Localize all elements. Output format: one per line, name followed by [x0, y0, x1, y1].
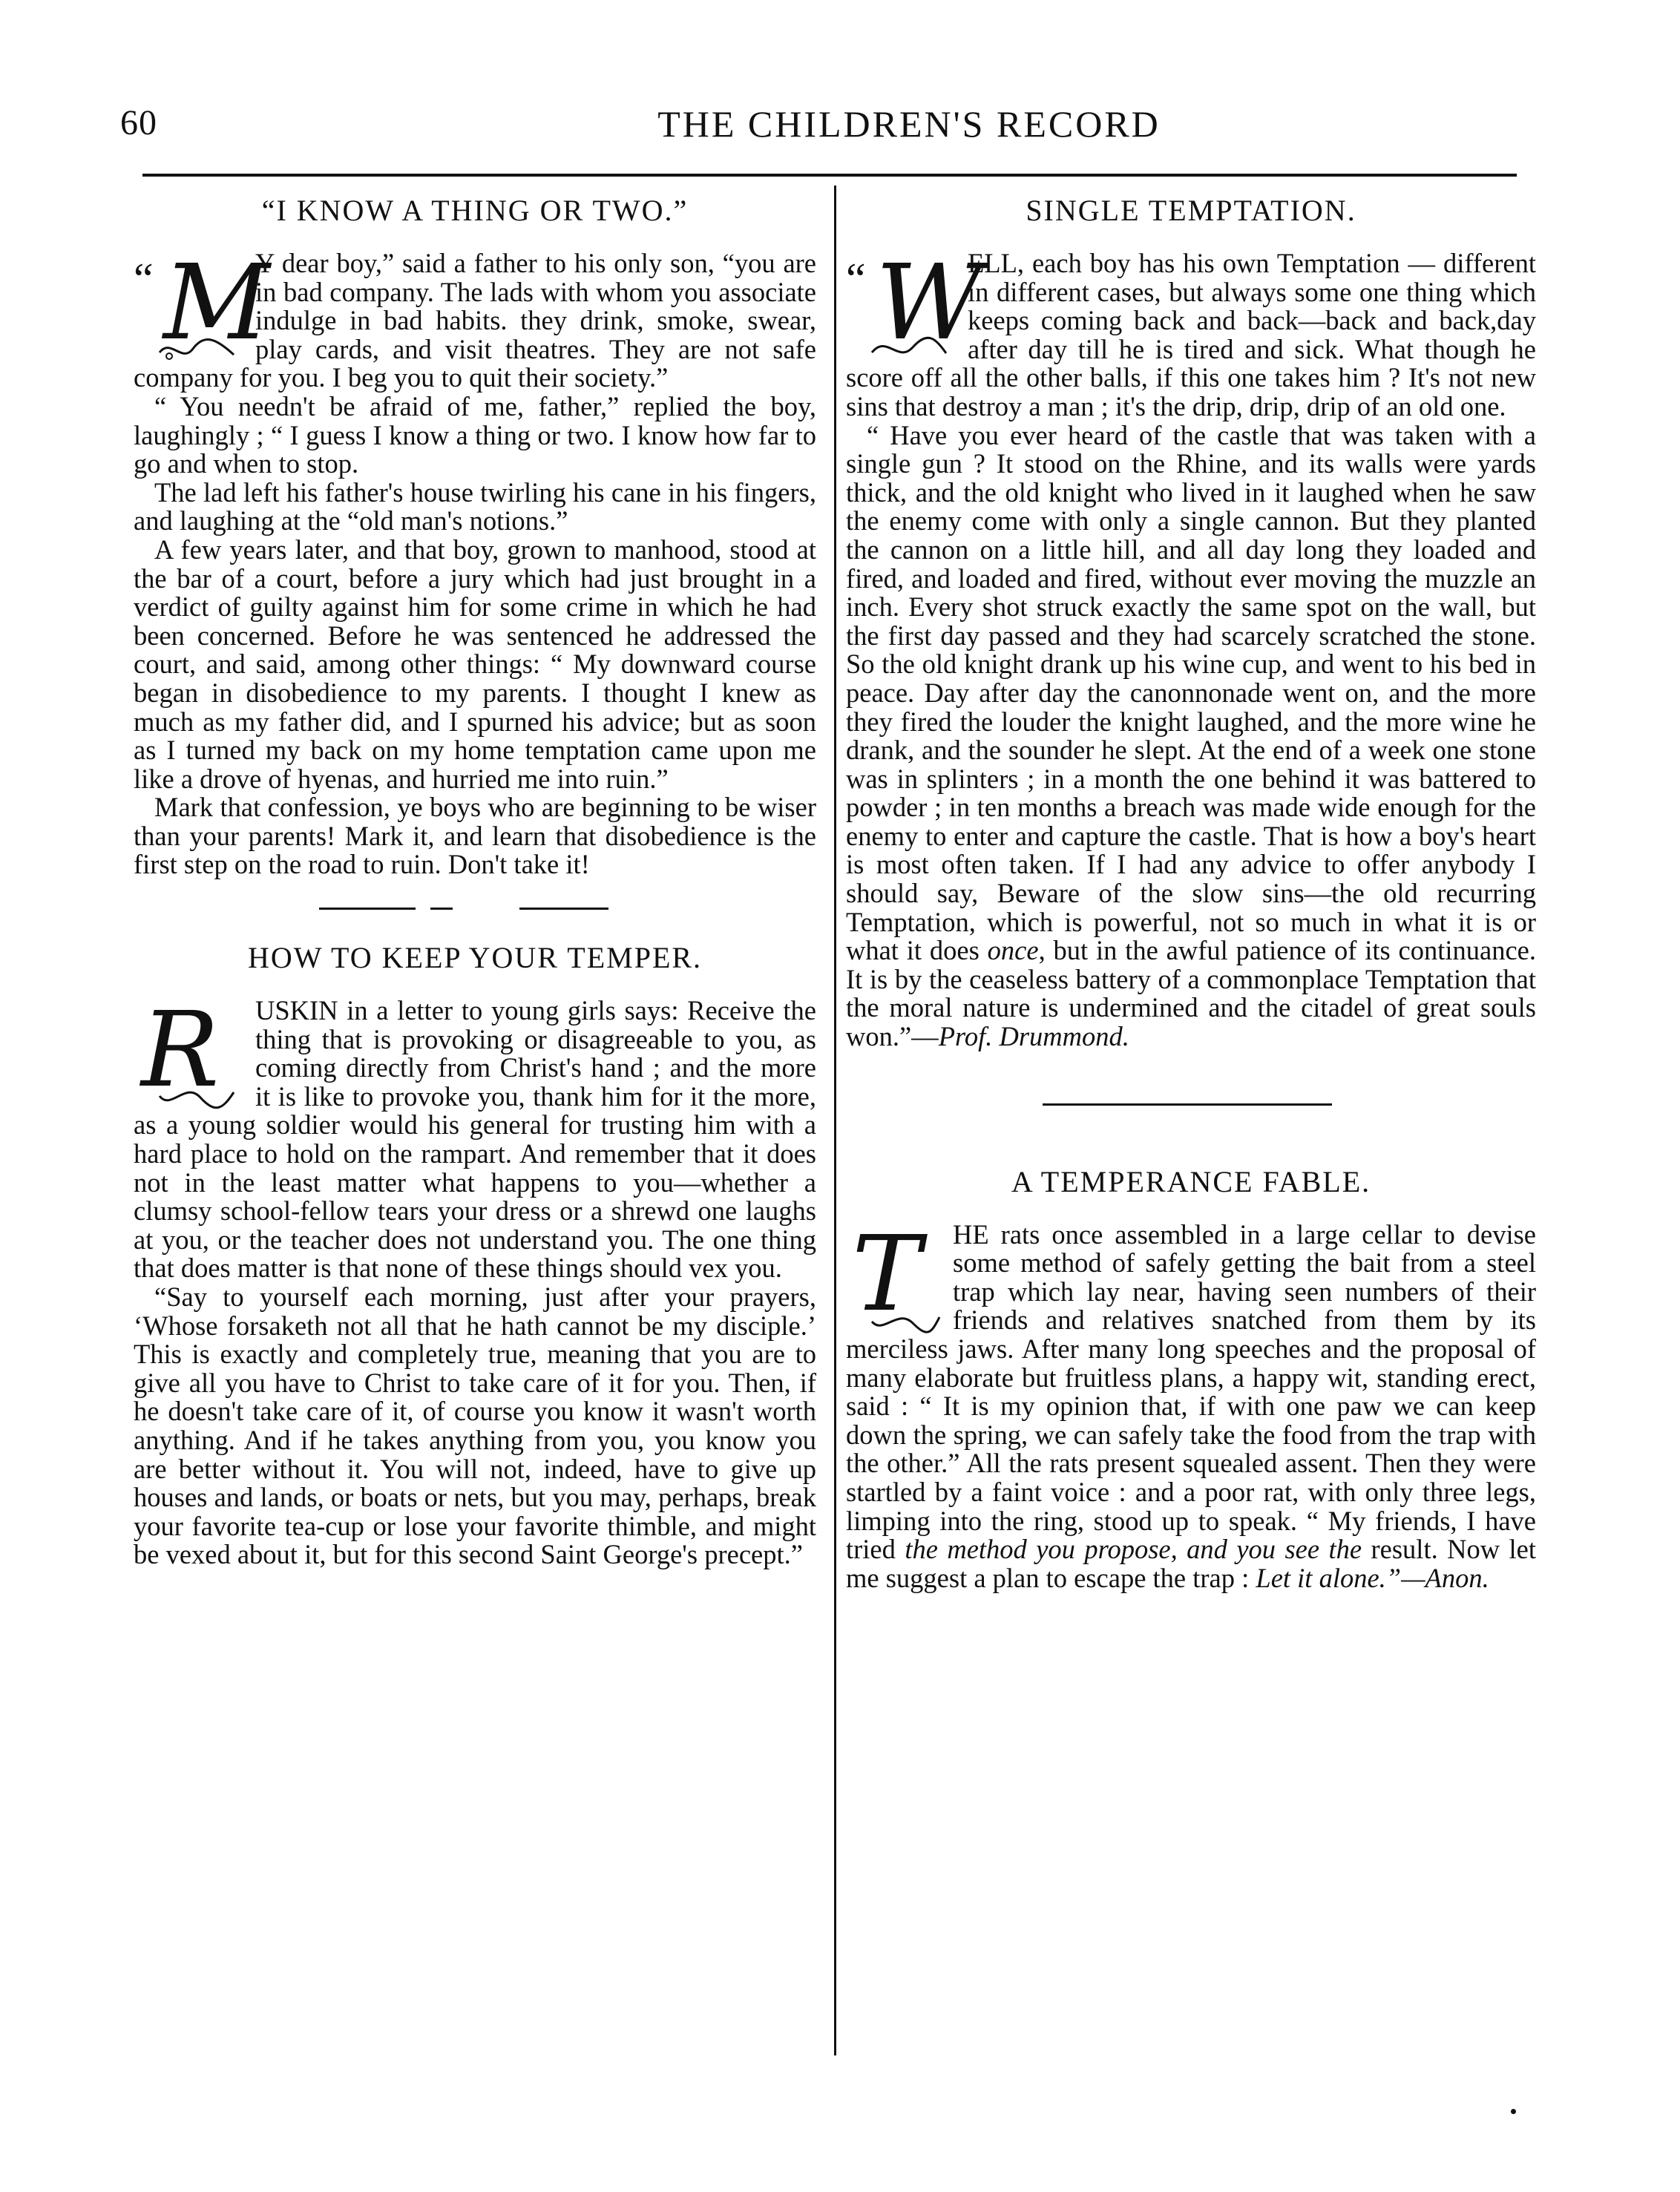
article-paragraph: Mark that confession, ye boys who are beginning to be wiser than your parents! Mark it, and learn that disobedience is the first step on the road to ruin. Don't take it!: [134, 792, 816, 880]
print-speck: [1511, 2109, 1516, 2114]
ornamental-initial: R: [134, 1000, 245, 1111]
column-divider: [834, 186, 836, 2055]
article-paragraph: R USKIN in a letter to young girls says: Receive the thing that is provoking or disagreeable to you, as coming directly from Christ's hand ; and the more it is like to provoke you, thank him for it the more, as a young soldier would his general for trusting him with a hard place to hold on the rampart. And remember that it does not in the least matter what happens to you—whether a clumsy school-fellow tears your dress or a shrewd one laughs at you, or the teacher does not understand you. The one thing that does matter is that none of these things should vex you.: [134, 990, 816, 1284]
article-title: HOW TO KEEP YOUR TEMPER.: [247, 941, 703, 975]
article-single-temptation: [846, 191, 1536, 1051]
article-paragraph: “Say to yourself each morning, just after your prayers, ‘Whose forsaketh not all that he hath cannot be my disciple.’ This is exactly and completely true, meaning that you are to give all you have to Christ to take care of it for you. Then, if he doesn't take care of it, of course you know it wasn't worth anything. And if he takes anything from you, you know you are better without it. You will not, indeed, have to give up houses and lands, or boats or nets, but you may, perhaps, break your favorite tea-cup or lose your favorite thimble, and might be vexed about it, but for this second Saint George's precept.”: [134, 1282, 816, 1570]
ornamental-initial: T: [846, 1224, 942, 1335]
article-title: SINGLE TEMPTATION.: [1026, 194, 1356, 227]
article-title: “I KNOW A THING OR TWO.”: [261, 194, 689, 227]
left-column: [134, 191, 816, 1569]
article-how-to-keep-your-temper: [134, 939, 816, 1569]
page-number: 60: [120, 103, 157, 142]
article-paragraph: “ M Y dear boy,” said a father to his only son, “you are in bad company. The lads with whom you associate indulge in bad habits. they drink, smoke, swear, play cards, and visit theatres. They are not safe company for you. I beg you to quit their society.”: [134, 243, 816, 393]
article-title: A TEMPERANCE FABLE.: [1011, 1164, 1371, 1198]
article-paragraph: The lad left his father's house twirling his cane in his fingers, and laughing at the “old man's notions.”: [134, 476, 816, 536]
section-separator: [846, 1051, 1536, 1163]
right-column: [846, 191, 1536, 1592]
author-signature: ”—Anon.: [1385, 1562, 1489, 1593]
article-paragraph: “ Have you ever heard of the castle that was taken with a single gun ? It stood on the Rhine, and its walls were yards thick, and the old knight who lived in it laughed when he saw the enemy come with only a single cannon. But they planted the cannon on a little hill, and all day long they loaded and fired, and loaded and fired, without ever moving the muzzle an inch. Every shot struck exactly the same spot on the wall, but the first day passed and they had scarcely scratched the stone. So the old knight drank up his wine cup, and went to his bed in peace. Day after day the canonnonade went on, and the more they fired the louder the knight laughed, and the more wine he drank, and the sounder he slept. At the end of a week one stone was in splinters ; in a month the one behind it was battered to powder ; in ten months a breach was made wide enough for the enemy to enter and capture the castle. That is how a boy's heart is most often taken. If I had any advice to offer anybody I should say, Beware of the slow sins—the old recurring Temptation, which is powerful, not so much in what it is or what it does once, but in the awful patience of its continuance. It is by the ceaseless battery of a commonplace Temptation that the moral nature is undermined and the citadel of great souls won.”—Prof. Drummond.: [846, 419, 1537, 1052]
author-signature: Prof. Drummond.: [938, 1021, 1129, 1052]
flourish-icon: [156, 1081, 237, 1111]
flourish-icon: [868, 1308, 942, 1335]
article-a-temperance-fable: [846, 1163, 1536, 1593]
section-separator: [134, 879, 816, 939]
ornamental-initial: “ W: [846, 243, 982, 364]
flourish-icon: [868, 334, 950, 364]
ornamental-initial: “ M: [134, 243, 270, 364]
article-paragraph: T HE rats once assembled in a large cellar to devise some method of safely getting the bait from a steel trap which lay near, having seen numbers of their friends and relatives snatched from them by its merciless jaws. After many long speeches and the proposal of many elaborate but fruitless plans, a happy wit, standing erect, said : “ It is my opinion that, if with one paw we can keep down the spring, we can safely take the food from the trap with the other.” All the rats present squealed assent. Then they were startled by a faint voice : and a poor rat, with only three legs, limping into the ring, stood up to speak. “ My friends, I have tried the method you propose, and you see the result. Now let me suggest a plan to escape the trap : Let it alone.”—Anon.: [846, 1213, 1537, 1593]
article-paragraph: “ W ELL, each boy has his own Temptation — different in different cases, but always some one thing which keeps coming back and back—back and back,day after day till he is tired and sick. What though he score off all the other balls, if this one takes him ? It's not new sins that destroy a man ; it's the drip, drip, drip of an old one.: [846, 243, 1536, 421]
running-title: THE CHILDREN'S RECORD: [657, 103, 1161, 145]
article-i-know-a-thing-or-two: [134, 191, 816, 879]
flourish-icon: [156, 334, 237, 364]
header-rule: [142, 174, 1517, 177]
article-paragraph: “ You needn't be afraid of me, father,” replied the boy, laughingly ; “ I guess I know a thing or two. I know how far to go and when to stop.: [134, 390, 816, 479]
article-paragraph: A few years later, and that boy, grown to manhood, stood at the bar of a court, before a jury which had just brought in a verdict of guilty against him for some crime in which he had been concerned. Before he was sentenced he addressed the court, and said, among other things: “ My downward course began in disobedience to my parents. I thought I knew as much as my father did, and I spurned his advice; but as soon as I turned my back on my home temptation came upon me like a drove of hyenas, and hurried me into ruin.”: [134, 534, 816, 794]
